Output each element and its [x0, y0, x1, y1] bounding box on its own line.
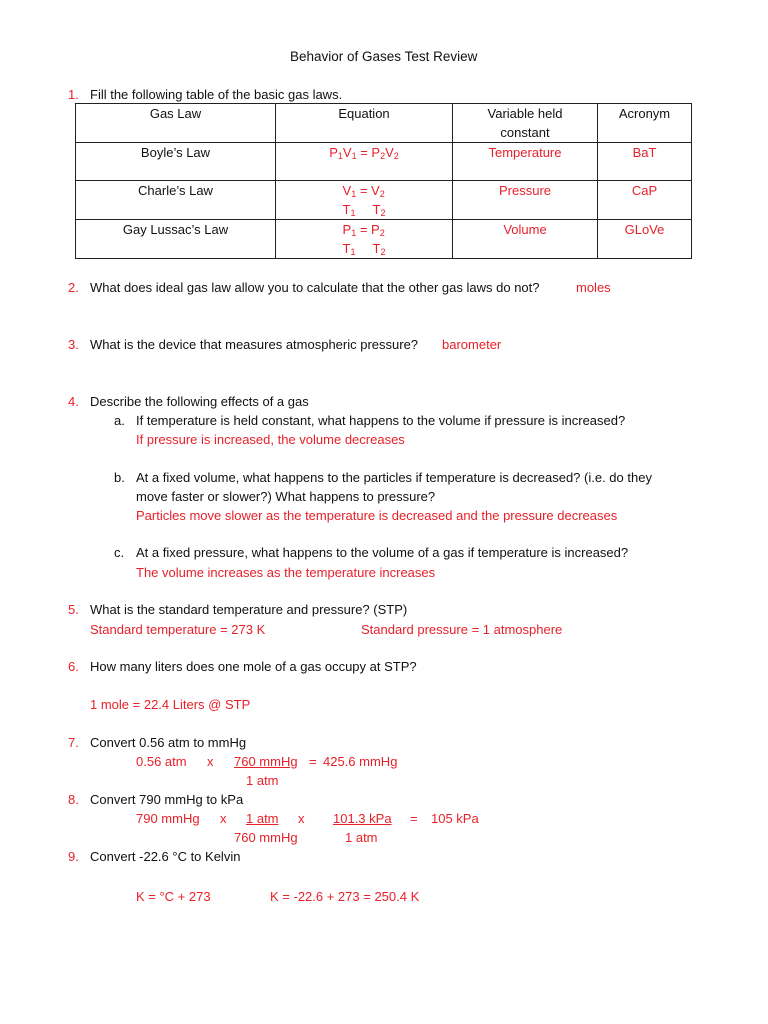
header-variable-held-constant: [453, 104, 598, 143]
q9-formula: K = °C + 273: [136, 889, 211, 904]
q7-factor-numerator: 760 mmHg: [234, 754, 298, 769]
question-2-answer: moles: [576, 280, 611, 295]
cell-acronym: CaP: [598, 181, 692, 220]
q7-equals: =: [309, 754, 317, 769]
header-variable-line-1: Variable held: [487, 106, 563, 121]
gas-laws-table: [75, 103, 692, 259]
q8-factor-2-denominator: 1 atm: [345, 830, 378, 845]
cell-equation: $P_1 = P_2$ $T_1$ $T_2$: [276, 220, 453, 259]
table-row: [76, 143, 692, 181]
question-4b-text-line-2: move faster or slower?) What happens to pressure?: [136, 489, 436, 504]
q8-times-2: x: [298, 811, 305, 826]
q7-factor-denominator: 1 atm: [246, 773, 279, 788]
cell-law: Charle’s Law: [76, 181, 276, 220]
question-9-text: Convert -22.6 °C to Kelvin: [90, 849, 241, 864]
q8-value: 790 mmHg: [136, 811, 200, 826]
table-row: [76, 220, 692, 259]
question-8-text: Convert 790 mmHg to kPa: [90, 792, 244, 807]
question-number-5: 5.: [68, 602, 79, 617]
question-4c-answer: The volume increases as the temperature increases: [136, 565, 436, 580]
header-gas-law: Gas Law: [76, 104, 276, 143]
question-4c-text: At a fixed pressure, what happens to the volume of a gas if temperature is increased?: [136, 545, 629, 560]
question-3-text: What is the device that measures atmospheric pressure?: [90, 337, 419, 352]
question-4-text: Describe the following effects of a gas: [90, 394, 309, 409]
question-number-9: 9.: [68, 849, 79, 864]
header-variable-line-2: constant: [500, 125, 550, 140]
cell-variable: Volume: [453, 220, 598, 259]
question-number-6: 6.: [68, 659, 79, 674]
q7-value: 0.56 atm: [136, 754, 187, 769]
cell-acronym: GLoVe: [598, 220, 692, 259]
q7-times: x: [207, 754, 214, 769]
question-5-answer-temperature: Standard temperature = 273 K: [90, 622, 266, 637]
q7-result: 425.6 mmHg: [323, 754, 398, 769]
cell-equation: $V_1 = V_2$ $T_1$ $T_2$: [276, 181, 453, 220]
q8-equals: =: [410, 811, 418, 826]
question-4b-text-line-1: At a fixed volume, what happens to the particles if temperature is decreased? (i.e. do they: [136, 470, 652, 485]
question-number-7: 7.: [68, 735, 79, 750]
question-5-text: What is the standard temperature and pressure? (STP): [90, 602, 408, 617]
question-4a-answer: If pressure is increased, the volume decreases: [136, 432, 405, 447]
question-6-answer: 1 mole = 22.4 Liters @ STP: [90, 697, 251, 712]
q8-times-1: x: [220, 811, 227, 826]
table-header-row: [76, 104, 692, 143]
cell-equation: $P_1V_1 = P_2V_2$: [276, 143, 453, 181]
question-2-text: What does ideal gas law allow you to calculate that the other gas laws do not?: [90, 280, 540, 295]
q8-factor-2-numerator: 101.3 kPa: [333, 811, 392, 826]
question-number-8: 8.: [68, 792, 79, 807]
question-1-text: Fill the following table of the basic gas laws.: [90, 87, 343, 102]
question-number-4: 4.: [68, 394, 79, 409]
question-4b-answer: Particles move slower as the temperature is decreased and the pressure decreases: [136, 508, 618, 523]
q8-factor-1-denominator: 760 mmHg: [234, 830, 298, 845]
q8-result: 105 kPa: [431, 811, 479, 826]
question-4a-letter: a.: [114, 413, 125, 428]
cell-law: Gay Lussac’s Law: [76, 220, 276, 259]
page-title: Behavior of Gases Test Review: [290, 49, 478, 64]
question-4a-text: If temperature is held constant, what happens to the volume if pressure is increased?: [136, 413, 626, 428]
question-number-2: 2.: [68, 280, 79, 295]
cell-variable: Temperature: [453, 143, 598, 181]
question-number-1: 1.: [68, 87, 79, 102]
q8-factor-1-numerator: 1 atm: [246, 811, 279, 826]
question-6-text: How many liters does one mole of a gas occupy at STP?: [90, 659, 417, 674]
question-4c-letter: c.: [114, 545, 125, 560]
question-7-text: Convert 0.56 atm to mmHg: [90, 735, 247, 750]
cell-law: Boyle’s Law: [76, 143, 276, 181]
q9-calculation: K = -22.6 + 273 = 250.4 K: [270, 889, 420, 904]
question-number-3: 3.: [68, 337, 79, 352]
header-acronym: Acronym: [598, 104, 692, 143]
cell-variable: Pressure: [453, 181, 598, 220]
question-5-answer-pressure: Standard pressure = 1 atmosphere: [361, 622, 563, 637]
cell-acronym: BaT: [598, 143, 692, 181]
header-equation: Equation: [276, 104, 453, 143]
question-3-answer: barometer: [442, 337, 502, 352]
question-4b-letter: b.: [114, 470, 125, 485]
table-row: [76, 181, 692, 220]
